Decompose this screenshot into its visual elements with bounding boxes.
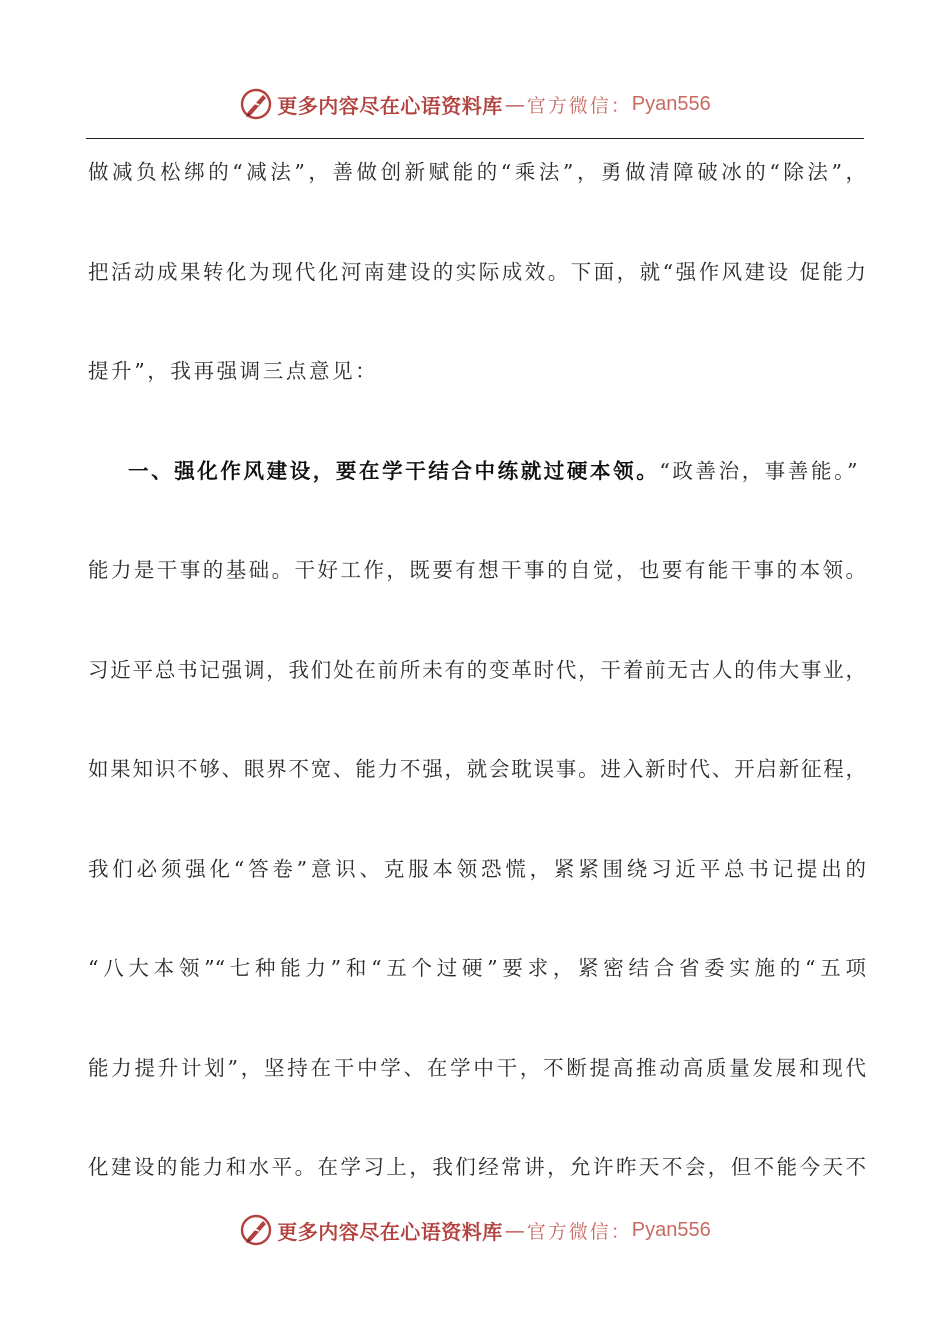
header-brand: 更多内容尽在心语资料库 (277, 93, 503, 118)
footer-banner (0, 1208, 950, 1252)
section-heading: 一、强化作风建设，要在学干结合中练就过硬本领。 (128, 458, 660, 483)
body-line: 能力是干事的基础。干好工作，既要有想干事的自觉，也要有能干事的本领。 (88, 558, 866, 582)
body-line: “八大本领”“七种能力”和“五个过硬”要求，紧密结合省委实施的“五项 (88, 956, 866, 980)
header-official-label: 官方微信： (526, 94, 632, 117)
header-banner (0, 82, 950, 126)
body-line: 习近平总书记强调，我们处在前所未有的变革时代，干着前无古人的伟大事业， (88, 657, 866, 682)
body-line: 做减负松绑的“减法”，善做创新赋能的“乘法”，勇做清障破冰的“除法”， (88, 160, 866, 184)
pen-logo-icon (239, 1213, 273, 1247)
section-heading-line (88, 445, 866, 545)
footer-official-label: 官方微信： (526, 1220, 632, 1243)
body-line: 提升”，我再强调三点意见： (88, 359, 379, 383)
footer-wechat-id: Pyan556 (631, 1218, 711, 1241)
document-body (88, 146, 866, 1241)
pen-logo-icon (239, 87, 273, 121)
quote-text: “政善治，事善能。” (659, 458, 861, 483)
header-wechat-id: Pyan556 (631, 92, 711, 115)
body-line: 能力提升计划”，坚持在干中学、在学中干，不断提高推动高质量发展和现代 (88, 1055, 866, 1080)
body-line: 把活动成果转化为现代化河南建设的实际成效。下面，就“强作风建设 促能力 (88, 259, 866, 284)
body-line: 我们必须强化“答卷”意识、克服本领恐慌，紧紧围绕习近平总书记提出的 (88, 856, 866, 881)
body-line: 化建设的能力和水平。在学习上，我们经常讲，允许昨天不会，但不能今天不 (88, 1155, 866, 1179)
header-rule (86, 138, 864, 139)
footer-dash: — (504, 1218, 525, 1242)
header-dash: — (504, 92, 525, 116)
footer-brand: 更多内容尽在心语资料库 (277, 1219, 503, 1244)
body-line: 如果知识不够、眼界不宽、能力不强，就会耽误事。进入新时代、开启新征程， (88, 757, 866, 781)
